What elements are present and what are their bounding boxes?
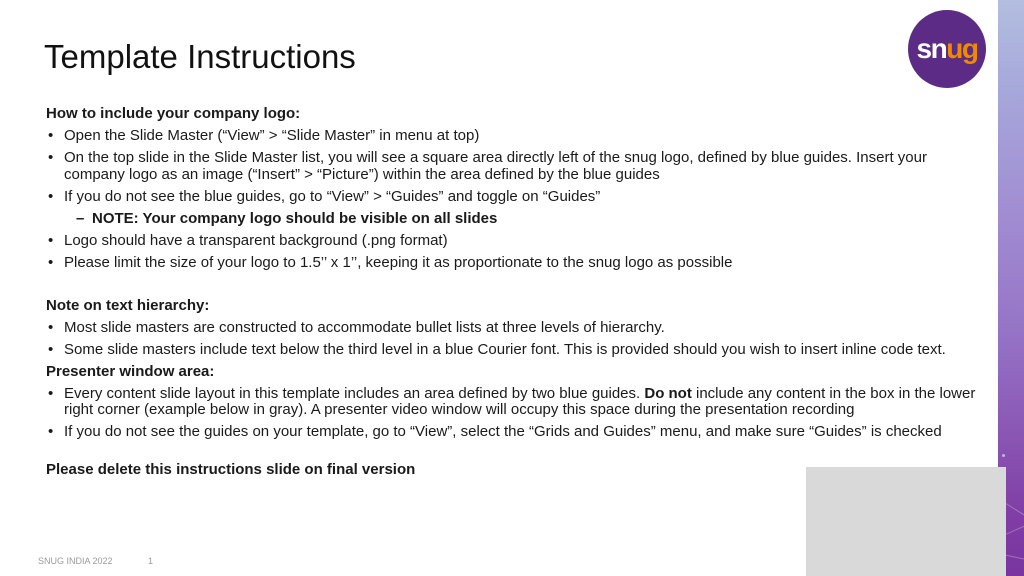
section-spacer [46, 446, 978, 462]
heading-logo-instructions: How to include your company logo: [46, 105, 301, 122]
sub-bullet-text: NOTE: Your company logo should be visible on all slides [92, 209, 498, 227]
bullet-text-post: include any content in the box in the lower right corner (example below in gray). A presenter video window will occupy this space during the presentation recording [64, 384, 976, 418]
bullet-text: If you do not see the guides on your template, go to “View”, select the “Grids and Guides” menu, and make sure “Guides” is checked [64, 423, 942, 440]
bullet-text: Logo should have a transparent background (.png format) [64, 231, 448, 249]
section-spacer [46, 277, 978, 298]
bullet-item [46, 342, 978, 359]
bullet-item [46, 386, 978, 419]
bullet-marker: • [48, 149, 54, 166]
bullet-text-pre: Every content slide layout in this template includes an area defined by two blue guides. [64, 384, 645, 402]
bullet-marker: • [48, 231, 54, 249]
dash-marker: – [76, 209, 85, 227]
bullet-item [46, 233, 978, 250]
bullet-text: Open the Slide Master (“View” > “Slide Master” in menu at top) [64, 127, 480, 144]
final-note: Please delete this instructions slide on final version [46, 461, 416, 478]
bullet-text: On the top slide in the Slide Master list, you will see a square area directly left of the snug logo, defined by blue guides. Insert your company logo as an image (“Insert” > “Picture”) within the area defined by the blue guides [64, 149, 927, 183]
bullet-item [46, 255, 978, 272]
bullet-item [46, 320, 978, 337]
logo-text-ug: ug [946, 33, 978, 64]
footer-label: SNUG INDIA 2022 [38, 556, 113, 566]
heading-presenter-window: Presenter window area: [46, 362, 215, 380]
bullet-marker: • [48, 187, 54, 205]
snug-logo-text [917, 35, 978, 63]
bullet-marker: • [48, 340, 54, 358]
slide-footer [38, 556, 154, 566]
snug-logo [908, 10, 986, 88]
heading-text-hierarchy: Note on text hierarchy: [46, 296, 210, 314]
bullet-marker: • [48, 384, 54, 402]
bullet-marker: • [48, 253, 54, 271]
slide-body [46, 106, 978, 484]
bullet-text: Most slide masters are constructed to accommodate bullet lists at three levels of hierarchy. [64, 318, 665, 336]
bullet-item [46, 128, 978, 145]
bullet-item [46, 150, 978, 183]
bullet-item [46, 189, 978, 206]
presenter-placeholder-box [806, 467, 1006, 576]
bullet-marker: • [48, 127, 54, 144]
sub-bullet-note [74, 211, 978, 228]
bullet-text [64, 386, 978, 419]
bullet-text: If you do not see the blue guides, go to “View” > “Guides” and toggle on “Guides” [64, 187, 601, 205]
bullet-text: Please limit the size of your logo to 1.5’’ x 1’’, keeping it as proportionate to the snug logo as possible [64, 253, 733, 271]
bullet-marker: • [48, 423, 54, 440]
strip-dot [1002, 454, 1005, 457]
page-number: 1 [148, 556, 154, 566]
bullet-text-bold: Do not [644, 384, 692, 402]
bullet-text: Some slide masters include text below the third level in a blue Courier font. This is provided should you wish to insert inline code text. [64, 340, 946, 358]
bullet-item [46, 424, 978, 441]
bullet-marker: • [48, 318, 54, 336]
logo-text-sn: sn [916, 33, 947, 64]
page-title: Template Instructions [44, 38, 356, 75]
